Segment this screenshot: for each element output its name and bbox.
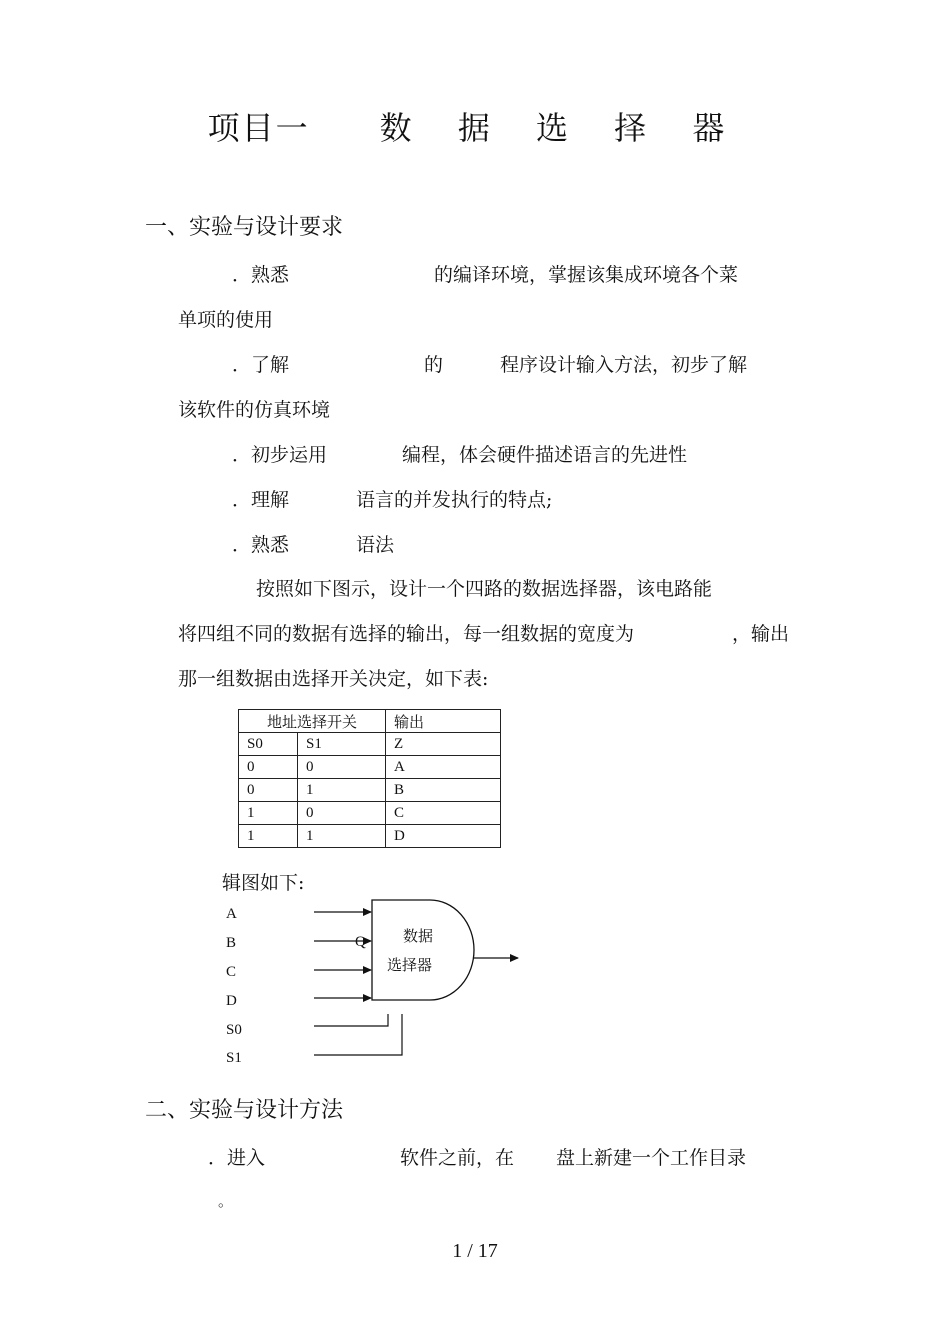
method1-text2: 盘上新建一个工作目录 — [556, 1147, 747, 1169]
header-output: 输出 — [386, 710, 501, 733]
header-address-switch: 地址选择开关 — [239, 710, 386, 733]
input-label-d: D — [226, 993, 237, 1009]
req1-prefix: ．熟悉 — [232, 264, 290, 286]
table-cell: 1 — [298, 825, 386, 848]
table-cell: S0 — [239, 733, 298, 756]
input-label-s1: S1 — [226, 1050, 242, 1066]
req2-prefix: ．了解 — [232, 354, 290, 376]
req4-prefix: ．理解 — [232, 489, 290, 511]
table-cell: A — [386, 756, 501, 779]
input-label-s0: S0 — [226, 1022, 242, 1038]
diagram-caption: 辑图如下: — [222, 872, 305, 894]
table-cell: 1 — [239, 825, 298, 848]
table-cell: Z — [386, 733, 501, 756]
req2-cont: 该软件的仿真环境 — [178, 399, 331, 421]
input-label-a: A — [226, 906, 237, 922]
title-topic: 数 据 选 择 器 — [379, 109, 743, 147]
page-number: 1 / 17 — [452, 1240, 498, 1262]
method1-period: 。 — [218, 1192, 234, 1210]
title-project: 项目一 — [207, 109, 310, 147]
input-label-b: B — [226, 935, 237, 951]
req2-de: 的 — [424, 354, 444, 376]
req2-text: 程序设计输入方法，初步了解 — [500, 354, 748, 376]
req1-cont: 单项的使用 — [178, 309, 274, 331]
table-cell: B — [386, 779, 501, 802]
section1-heading: 一、实验与设计要求 — [145, 215, 344, 240]
select-s0-line — [314, 1014, 388, 1026]
table-cell: S1 — [298, 733, 386, 756]
req3-text: 编程，体会硬件描述语言的先进性 — [402, 444, 688, 466]
task-line2-end: ，输出 — [732, 623, 790, 645]
req5-text: 语法 — [356, 534, 395, 556]
stray-q-label: Q — [355, 934, 366, 950]
req3-prefix: ．初步运用 — [232, 444, 328, 466]
table-cell: 0 — [239, 756, 298, 779]
table-cell: 0 — [298, 802, 386, 825]
task-line2: 将四组不同的数据有选择的输出，每一组数据的宽度为 — [178, 623, 635, 645]
task-line3: 那一组数据由选择开关决定，如下表: — [178, 668, 489, 690]
table-cell: C — [386, 802, 501, 825]
block-label-line2: 选择器 — [387, 958, 433, 974]
task-line1: 按照如下图示，设计一个四路的数据选择器，该电路能 — [256, 578, 713, 600]
req5-prefix: ．熟悉 — [232, 534, 290, 556]
input-label-c: C — [226, 964, 237, 980]
req1-text: 的编译环境，掌握该集成环境各个菜 — [434, 264, 739, 286]
table-cell: 0 — [298, 756, 386, 779]
mux-block — [372, 900, 474, 1000]
table-cell: 1 — [298, 779, 386, 802]
table-cell: 1 — [239, 802, 298, 825]
method1-prefix: ．进入 — [208, 1147, 266, 1169]
table-cell: D — [386, 825, 501, 848]
block-label-line1: 数据 — [403, 929, 434, 945]
section2-heading: 二、实验与设计方法 — [145, 1098, 344, 1123]
table-cell: 0 — [239, 779, 298, 802]
req4-text: 语言的并发执行的特点; — [356, 489, 553, 511]
select-s1-line — [314, 1014, 402, 1055]
method1-text: 软件之前，在 — [400, 1147, 515, 1169]
